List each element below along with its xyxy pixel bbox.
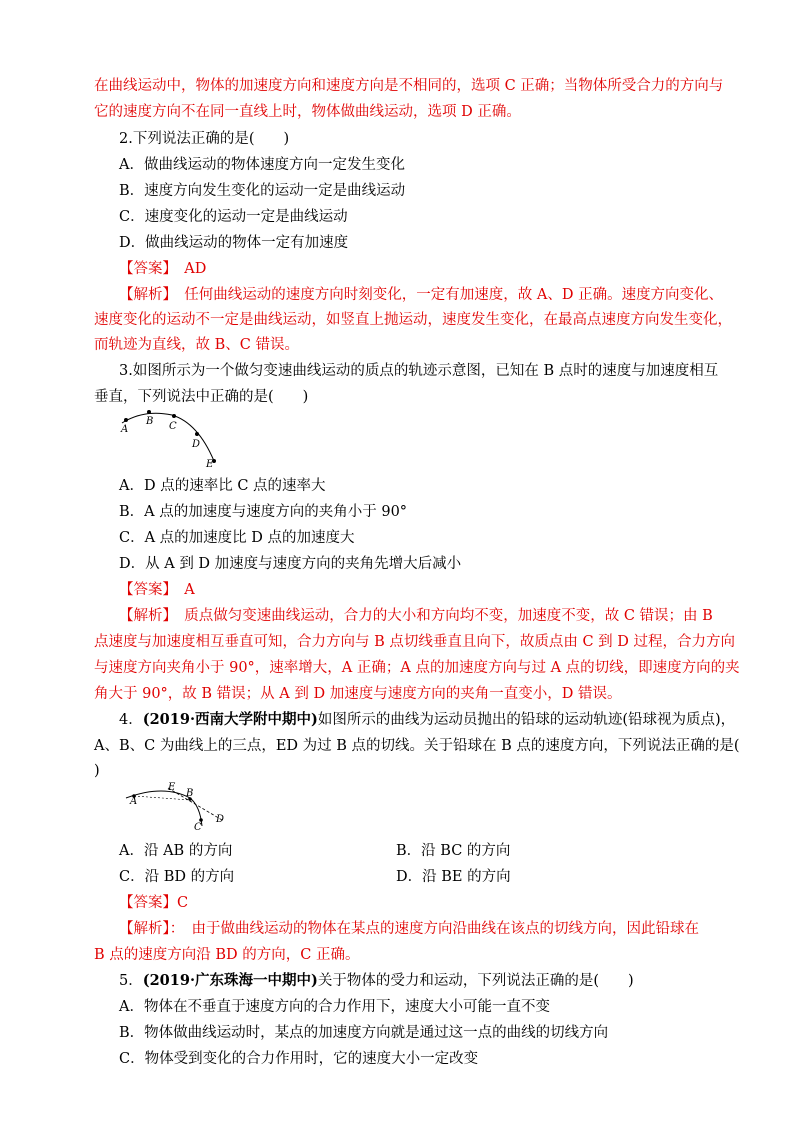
q3-trajectory-curve bbox=[122, 413, 214, 461]
q5-source: (2019·广东珠海一中期中) bbox=[142, 972, 318, 989]
q2-answer-value: AD bbox=[184, 261, 207, 277]
q5-option-a: A．物体在不垂直于速度方向的合力作用下，速度大小可能一直不变 bbox=[119, 999, 550, 1015]
q3-analysis-tag: 【解析】 bbox=[119, 608, 170, 624]
q3-analysis-line-2: 点速度与加速度相互垂直可知，合力方向与 B 点切线垂直且向下，故质点由 C 到 D 过程，合力方向 bbox=[94, 634, 736, 650]
q4-number: 4． bbox=[119, 712, 143, 728]
q3-label-a: A bbox=[121, 424, 129, 435]
q5-stem-text: 关于物体的受力和运动，下列说法正确的是( ) bbox=[317, 973, 634, 989]
q3-stem-line-1: 3.如图所示为一个做匀变速曲线运动的质点的轨迹示意图，已知在 B 点时的速度与加速度相互 bbox=[119, 363, 719, 379]
q4-analysis-text-1: 由于做曲线运动的物体在某点的速度方向沿曲线在该点的切线方向，因此铅球在 bbox=[191, 921, 699, 937]
q2-analysis-tag: 【解析】 bbox=[119, 287, 170, 303]
q2-analysis-line-3: 而轨迹为直线，故 B、C 错误。 bbox=[94, 337, 299, 353]
q4-label-b: B bbox=[186, 788, 194, 799]
q2-option-a: A．做曲线运动的物体速度方向一定发生变化 bbox=[119, 157, 405, 173]
q2-option-b: B．速度方向发生变化的运动一定是曲线运动 bbox=[119, 183, 406, 199]
q3-label-d: D bbox=[192, 439, 201, 450]
q4-analysis-line-2: B 点的速度方向沿 BD 的方向，C 正确。 bbox=[94, 947, 360, 963]
q4-analysis-line-1 bbox=[119, 919, 710, 939]
q3-answer bbox=[119, 580, 710, 600]
q2-option-c: C．速度变化的运动一定是曲线运动 bbox=[119, 209, 348, 225]
q4-stem-line-2: A、B、C 为曲线上的三点，ED 为过 B 点的切线。关于铅球在 B 点的速度方向，下列说法正确的是( bbox=[94, 738, 740, 754]
q3-option-c: C．A 点的加速度比 D 点的加速度大 bbox=[119, 530, 355, 546]
q4-option-c: C．沿 BD 的方向 bbox=[119, 869, 235, 885]
q4-stem-text-1: 如图所示的曲线为运动员抛出的铅球的运动轨迹(铅球视为质点)， bbox=[317, 712, 736, 728]
q3-point-c bbox=[172, 414, 176, 418]
q4-trajectory-figure bbox=[124, 782, 234, 832]
q4-label-d: D bbox=[216, 814, 225, 825]
q4-analysis-tag: 【解析】： bbox=[119, 921, 177, 937]
q3-option-b: B．A 点的加速度与速度方向的夹角小于 90° bbox=[119, 504, 408, 520]
q3-point-b bbox=[147, 410, 151, 414]
q2-analysis-line-2: 速度变化的运动不一定是曲线运动，如竖直上抛运动，速度发生变化，在最高点速度方向发生变化， bbox=[94, 312, 732, 328]
q4-option-d: D．沿 BE 的方向 bbox=[396, 869, 511, 885]
q3-option-d: D．从 A 到 D 加速度与速度方向的夹角先增大后减小 bbox=[119, 556, 462, 572]
q3-answer-value: A bbox=[184, 582, 195, 598]
q3-label-b: B bbox=[146, 416, 154, 427]
q4-label-e: E bbox=[168, 782, 176, 793]
q4-option-b: B．沿 BC 的方向 bbox=[396, 843, 511, 859]
q4-source: (2019·西南大学附中期中) bbox=[142, 711, 318, 728]
q2-answer bbox=[119, 259, 710, 279]
q3-analysis-line-4: 角大于 90°，故 B 错误；从 A 到 D 加速度与速度方向的夹角一直变小，D 错误。 bbox=[94, 686, 622, 702]
q3-analysis-line-1 bbox=[119, 606, 713, 626]
q4-label-c: C bbox=[194, 822, 202, 833]
q4-option-a: A．沿 AB 的方向 bbox=[119, 843, 233, 859]
intro-line-2: 它的速度方向不在同一直线上时，物体做曲线运动，选项 D 正确。 bbox=[94, 104, 521, 120]
q4-chord-ab bbox=[134, 796, 190, 800]
q5-stem bbox=[119, 971, 710, 991]
q2-answer-tag: 【答案】 bbox=[119, 261, 170, 277]
q4-stem-line-1 bbox=[119, 710, 736, 730]
q5-number: 5． bbox=[119, 973, 143, 989]
q4-answer-tag: 【答案】 bbox=[119, 895, 177, 911]
q4-label-a: A bbox=[130, 796, 138, 807]
q3-point-a bbox=[124, 418, 128, 422]
q3-answer-tag: 【答案】 bbox=[119, 582, 170, 598]
q2-analysis-line-1 bbox=[119, 285, 724, 305]
q4-answer bbox=[119, 893, 710, 913]
q3-trajectory-figure bbox=[118, 407, 228, 469]
q2-option-d: D．做曲线运动的物体一定有加速度 bbox=[119, 235, 349, 251]
q3-label-c: C bbox=[169, 421, 177, 432]
q3-analysis-text-1: 质点做匀变速曲线运动，合力的大小和方向均不变，加速度不变，故 C 错误；由 B bbox=[184, 608, 713, 624]
q2-analysis-text-1: 任何曲线运动的速度方向时刻变化，一定有加速度，故 A、D 正确。速度方向变化、 bbox=[184, 287, 724, 303]
q3-analysis-line-3: 与速度方向夹角小于 90°，速率增大，A 正确；A 点的加速度方向与过 A 点的切线，即速度方向的夹 bbox=[94, 660, 740, 676]
q2-stem: 2.下列说法正确的是( ) bbox=[119, 131, 290, 147]
q5-option-b: B．物体做曲线运动时，某点的加速度方向就是通过这一点的曲线的切线方向 bbox=[119, 1025, 609, 1041]
q4-answer-value: C bbox=[177, 895, 189, 911]
q3-label-e: E bbox=[206, 459, 214, 470]
q4-stem-line-3: ) bbox=[94, 763, 100, 779]
q5-option-c: C．物体受到变化的合力作用时，它的速度大小一定改变 bbox=[119, 1051, 479, 1067]
q3-point-d bbox=[195, 432, 199, 436]
intro-line-1: 在曲线运动中，物体的加速度方向和速度方向是不相同的，选项 C 正确；当物体所受合力的方向与 bbox=[94, 78, 724, 94]
q3-option-a: A．D 点的速率比 C 点的速率大 bbox=[119, 478, 326, 494]
q3-stem-line-2: 垂直，下列说法中正确的是( ) bbox=[94, 389, 309, 405]
